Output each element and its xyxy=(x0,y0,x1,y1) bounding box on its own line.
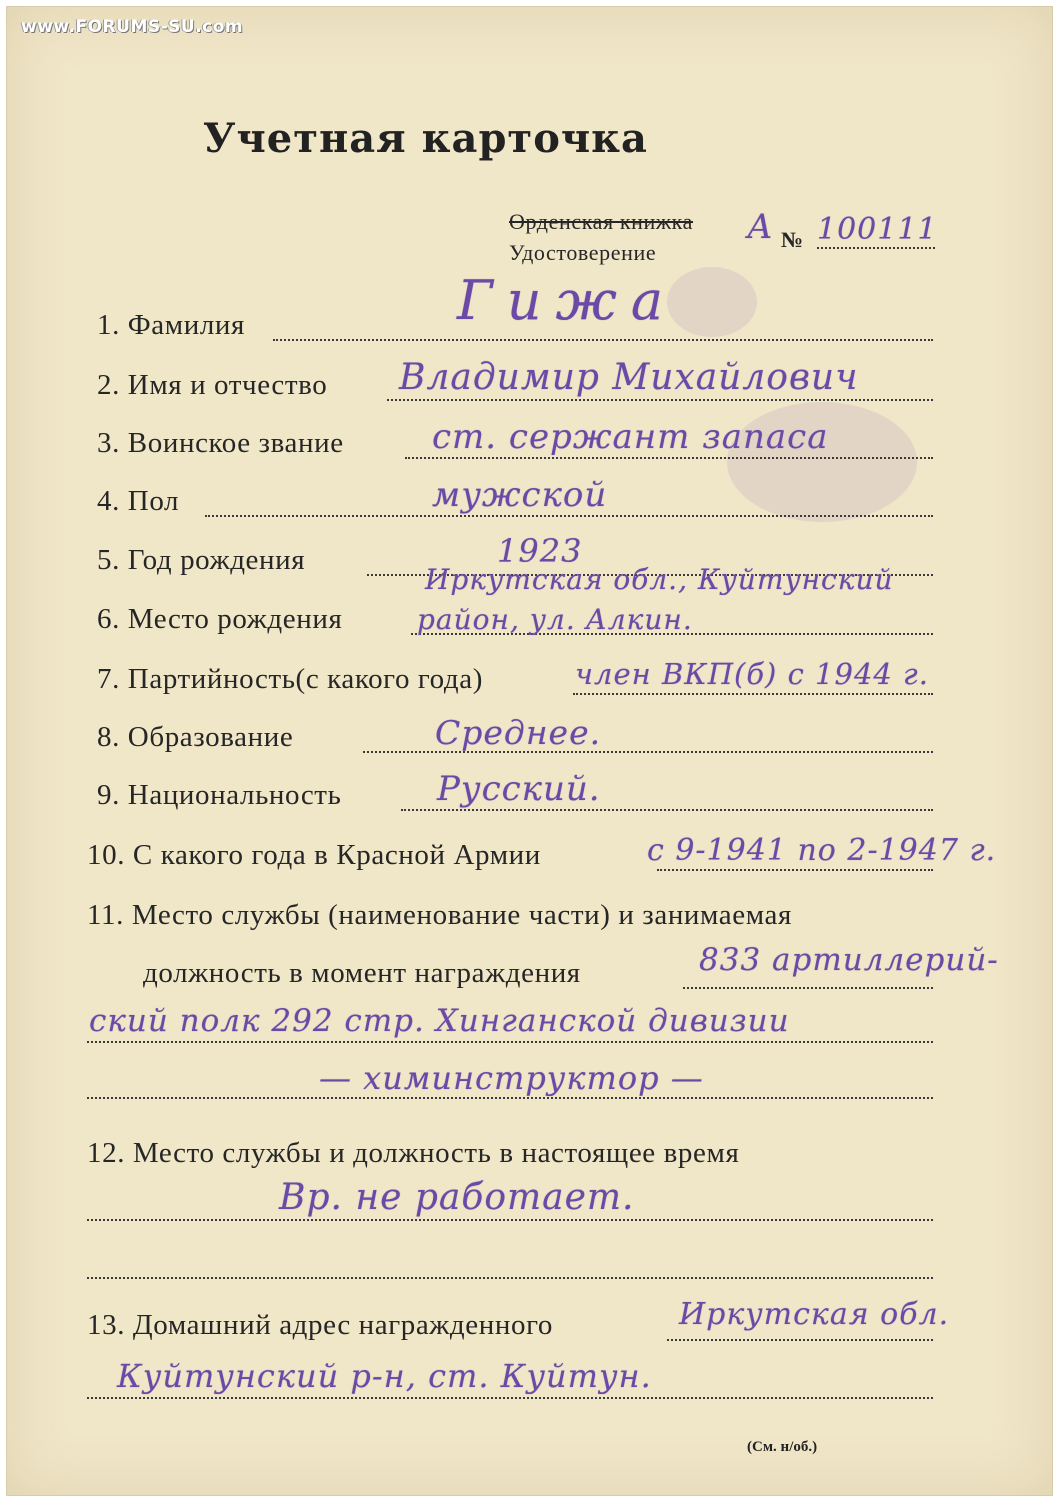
label-birthplace: 6. Место рождения xyxy=(97,603,343,635)
footer-note: (См. н/об.) xyxy=(747,1439,818,1455)
label-surname: 1. Фамилия xyxy=(97,309,245,341)
label-sex: 4. Пол xyxy=(97,485,180,517)
label-party: 7. Партийность(с какого года) xyxy=(97,663,484,695)
line-army-since xyxy=(657,869,933,871)
value-rank: ст. сержант запаса xyxy=(432,417,829,457)
value-birth-year: 1923 xyxy=(497,532,583,570)
number-line xyxy=(817,247,935,249)
doc-number: 100111 xyxy=(817,212,938,247)
record-card xyxy=(6,6,1053,1496)
line-address-1 xyxy=(667,1339,933,1341)
line-name xyxy=(387,399,933,401)
watermark: www.FORUMS-SU.com xyxy=(21,17,244,37)
ink-stain-2 xyxy=(667,267,757,337)
label-rank: 3. Воинское звание xyxy=(97,427,344,459)
value-education: Среднее. xyxy=(435,713,602,752)
line-rank xyxy=(405,457,933,459)
label-nationality: 9. Национальность xyxy=(97,779,342,811)
label-service-2: должность в момент награждения xyxy=(143,957,581,989)
value-sex: мужской xyxy=(432,475,608,515)
value-surname: Гижа xyxy=(457,269,678,332)
value-birthplace-1: Иркутская обл., Куйтунский xyxy=(425,563,894,596)
value-address-1: Иркутская обл. xyxy=(679,1297,950,1332)
label-current-service: 12. Место службы и должность в настоящее время xyxy=(87,1137,740,1169)
value-service-1: 833 артиллерий- xyxy=(699,942,999,978)
value-nationality: Русский. xyxy=(437,769,601,809)
label-address: 13. Домашний адрес награжденного xyxy=(87,1309,553,1341)
value-service-3: — химинструктор — xyxy=(319,1059,704,1097)
label-education: 8. Образование xyxy=(97,721,294,753)
value-birthplace-2: район, ул. Алкин. xyxy=(417,603,693,636)
line-sex xyxy=(205,515,933,517)
line-surname xyxy=(273,339,933,341)
doc-series: А xyxy=(747,207,774,247)
card-title: Учетная карточка xyxy=(203,115,648,162)
line-address-2 xyxy=(87,1397,933,1399)
label-army-since: 10. С какого года в Красной Армии xyxy=(87,839,541,871)
label-name: 2. Имя и отчество xyxy=(97,369,328,401)
line-current-service-1 xyxy=(87,1219,933,1221)
value-name: Владимир Михайлович xyxy=(399,357,859,398)
line-service-1 xyxy=(683,987,933,989)
line-nationality xyxy=(401,809,933,811)
value-army-since: с 9-1941 по 2-1947 г. xyxy=(647,833,997,868)
number-label: № xyxy=(781,227,804,252)
doc-type: Удостоверение xyxy=(509,240,657,265)
line-service-3 xyxy=(87,1097,933,1099)
line-party xyxy=(573,693,933,695)
value-party: член ВКП(б) с 1944 г. xyxy=(575,657,929,691)
line-current-service-2 xyxy=(87,1277,933,1279)
value-service-2: ский полк 292 стр. Хинганской дивизии xyxy=(89,1003,790,1039)
crossed-doc-type: Орденская книжка xyxy=(509,209,693,234)
value-current-service: Вр. не работает. xyxy=(279,1177,635,1218)
label-service-1: 11. Место службы (наименование части) и занимаемая xyxy=(87,899,792,931)
label-birth-year: 5. Год рождения xyxy=(97,544,306,576)
line-service-2 xyxy=(87,1041,933,1043)
value-address-2: Куйтунский р-н, ст. Куйтун. xyxy=(117,1357,652,1395)
